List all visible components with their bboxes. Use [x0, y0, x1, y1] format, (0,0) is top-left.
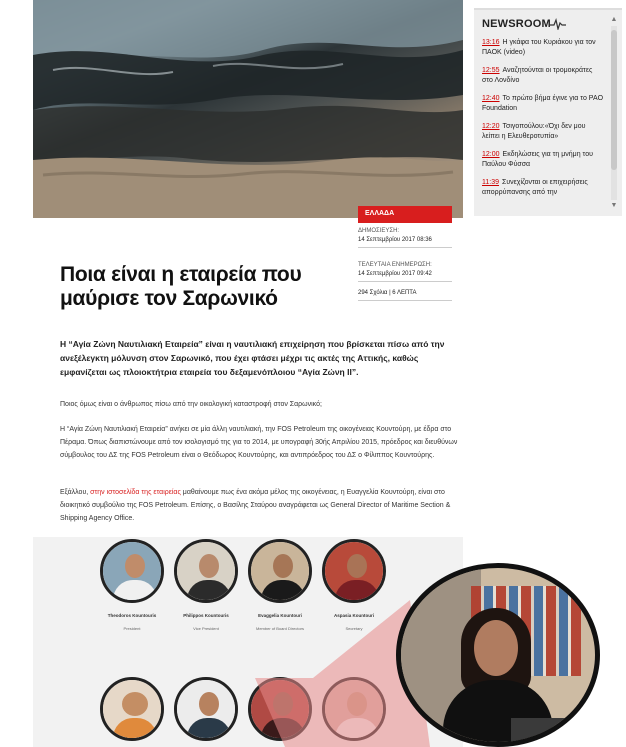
member-role: President — [123, 626, 141, 631]
news-time: 12:55 — [482, 67, 500, 74]
news-headline: Το πρώτο βήμα έγινε για το PAO Foundation — [482, 95, 604, 112]
news-headline: Εκδηλώσεις για τη μνήμη του Παύλου Φύσσα — [482, 151, 593, 168]
member-role: Vice President — [193, 626, 219, 631]
scroll-up-icon[interactable]: ▲ — [610, 16, 618, 23]
portrait-face — [474, 620, 518, 676]
updated-label: ΤΕΛΕΥΤΑΙΑ ΕΝΗΜΕΡΩΣΗ: — [358, 262, 432, 268]
news-time: 13:16 — [482, 39, 500, 46]
scroll-down-icon[interactable]: ▼ — [610, 202, 618, 209]
paragraph-text: Εξάλλου, — [60, 489, 91, 496]
article-paragraph: Ποιος όμως είναι ο άνθρωπος πίσω από την οικολογική καταστροφή στον Σαρωνικό; — [60, 401, 322, 408]
member-role: Secretary — [345, 626, 363, 631]
article-title: Ποια είναι η εταιρεία που μαύρισε τον Σαρωνικό — [60, 263, 302, 310]
newsroom-title: NEWSROOM — [482, 18, 551, 30]
news-headline: Η γκάφα του Κυριάκου για τον ΠΑΟΚ (video) — [482, 39, 596, 56]
company-website-link[interactable]: στην ιστοσελίδα της εταιρείας — [90, 489, 181, 496]
article-lead: Η “Αγία Ζώνη Ναυτιλιακή Εταιρεία” είναι η ναυτιλιακή επιχείρηση που βρίσκεται πίσω από την ανεξέλεγκτη μόλυνση στον Σαρωνικό, που έχει φτάσει μέχρι τις ακτές της Αττικής, καθώς εμφανίζεται ως πλοιοκτήτρια εταιρεία του δεξαμενόπλοιου “Αγία Ζώνη ΙΙ”. — [60, 339, 445, 377]
member-role: Member of Board Directors — [255, 626, 304, 631]
article-paragraph: Η “Αγία Ζώνη Ναυτιλιακή Εταιρεία” ανήκει σε μία άλλη ναυτιλιακή, την FOS Petroleum της οικογένειας Κουντούρη, με έδρα στο Πέραμα. Όπως διαπιστώνουμε από τον ισολογισμό της για το 2014, με υπογραφή 30ής Απριλίου 2015, πρόεδρος και διευθύνων σύμβουλος του ΔΣ της FOS Petroleum είναι ο Θεόδωρος Κουντούρης, και αντιπρόεδρος του ΔΣ ο Φίλιππος Κουντούρης. — [60, 426, 458, 459]
member-name: Evaggelia Kountouri — [258, 613, 302, 618]
member-name: Philippos Kountouris — [183, 613, 229, 618]
published-label: ΔΗΜΟΣΙΕΥΣΗ: — [358, 228, 400, 234]
category-badge[interactable]: ΕΛΛΑΔΑ — [358, 206, 452, 223]
updated-value: 14 Σεπτεμβρίου 2017 09:42 — [358, 271, 432, 277]
paragraph-text: μαθαίνουμε πως ένα ακόμα μέλος της οικογένειας, η Ευαγγελία Κουντούρη, είναι στο διοικητικό συμβούλιο της FOS Petroleum. Επίσης, ο Βασίλης Σταύρου αναγράφεται ως General Director of Maritime Section & Shipping Agency Office. — [60, 489, 451, 522]
news-headline: Αναζητούνται οι τρομοκράτες στο Λονδίνο — [482, 67, 593, 84]
article-stats[interactable]: 294 Σχόλια | 6 ΛΕΠΤΑ — [358, 290, 417, 296]
news-time: 12:40 — [482, 95, 500, 102]
news-headline: Τσιγοπούλου:«Όχι δεν μου λείπει η Ελευθεροτυπία» — [482, 123, 586, 140]
news-time: 11:39 — [482, 179, 499, 186]
news-time: 12:00 — [482, 151, 500, 158]
member-name: Theodoros Kountouris — [107, 613, 157, 618]
member-name: Aspasia Kountouri — [333, 613, 374, 618]
zoomed-portrait — [396, 563, 600, 747]
news-time: 12:20 — [482, 123, 500, 130]
published-value: 14 Σεπτεμβρίου 2017 08:36 — [358, 237, 432, 243]
news-headline: Συνεχίζονται οι επιχειρήσεις απορρύπανσης από την — [482, 179, 588, 196]
